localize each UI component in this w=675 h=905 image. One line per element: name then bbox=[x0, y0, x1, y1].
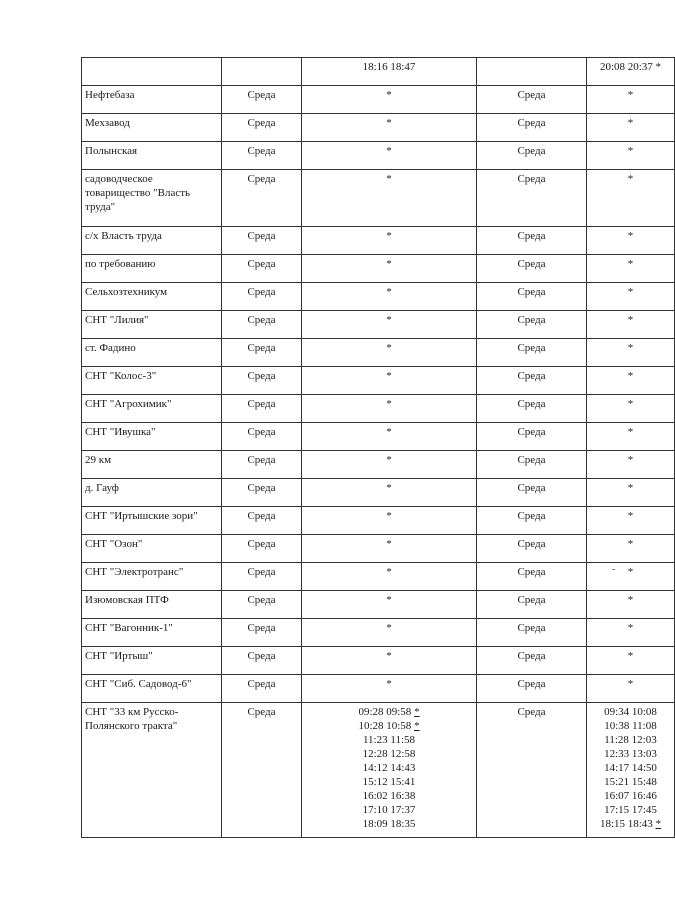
day-cell: Среда bbox=[222, 283, 302, 311]
day-cell: Среда bbox=[477, 255, 587, 283]
time-line bbox=[590, 761, 671, 775]
table-row bbox=[82, 142, 675, 170]
time-cell: * bbox=[302, 535, 477, 563]
time-cell: * bbox=[587, 311, 675, 339]
header-cell-stop bbox=[82, 58, 222, 86]
day-cell: Среда bbox=[222, 339, 302, 367]
time-cell: * bbox=[587, 86, 675, 114]
time-cell: * bbox=[587, 114, 675, 142]
time-cell: * bbox=[587, 367, 675, 395]
time-cell: * bbox=[302, 311, 477, 339]
time-cell: * bbox=[587, 591, 675, 619]
table-row-last bbox=[82, 703, 675, 838]
table-row bbox=[82, 563, 675, 591]
day-cell: Среда bbox=[222, 170, 302, 227]
table-row bbox=[82, 619, 675, 647]
time-list-cell bbox=[302, 703, 477, 838]
header-cell-day1 bbox=[222, 58, 302, 86]
time-value: 12:33 13:03 bbox=[604, 748, 657, 760]
time-value: 17:15 17:45 bbox=[604, 804, 657, 816]
time-line bbox=[305, 747, 473, 761]
stop-name-cell: Нефтебаза bbox=[82, 86, 222, 114]
time-value: 18:09 18:35 bbox=[362, 818, 416, 830]
time-line bbox=[305, 775, 473, 789]
day-cell: Среда bbox=[477, 283, 587, 311]
table-row bbox=[82, 507, 675, 535]
time-value: 12:28 12:58 bbox=[362, 748, 416, 760]
day-cell: Среда bbox=[477, 507, 587, 535]
time-line bbox=[590, 747, 671, 761]
day-cell: Среда bbox=[222, 142, 302, 170]
time-line bbox=[590, 733, 671, 747]
stop-name-cell: СНТ "Иртыш" bbox=[82, 647, 222, 675]
table-row bbox=[82, 367, 675, 395]
time-value: 11:28 12:03 bbox=[604, 734, 657, 746]
time-cell: * bbox=[587, 507, 675, 535]
time-value: 17:10 17:37 bbox=[362, 804, 416, 816]
table-row bbox=[82, 423, 675, 451]
stop-name-cell: СНТ "Сиб. Садовод-6" bbox=[82, 675, 222, 703]
day-cell: Среда bbox=[222, 395, 302, 423]
stop-name-cell: д. Гауф bbox=[82, 479, 222, 507]
stop-name-cell: Изюмовская ПТФ bbox=[82, 591, 222, 619]
table-row bbox=[82, 591, 675, 619]
time-cell: * bbox=[587, 339, 675, 367]
time-cell: * bbox=[587, 647, 675, 675]
time-cell: * bbox=[302, 114, 477, 142]
time-line bbox=[305, 761, 473, 775]
time-value: 15:12 15:41 bbox=[362, 776, 416, 788]
table-row bbox=[82, 311, 675, 339]
schedule-table-body bbox=[82, 58, 675, 838]
day-cell: Среда bbox=[222, 451, 302, 479]
day-cell: Среда bbox=[477, 535, 587, 563]
stop-name-cell: СНТ "Озон" bbox=[82, 535, 222, 563]
time-line bbox=[305, 719, 473, 733]
time-cell: * bbox=[587, 563, 675, 591]
stop-name-cell: Полынская bbox=[82, 142, 222, 170]
day-cell: Среда bbox=[477, 423, 587, 451]
time-line bbox=[590, 817, 671, 831]
header-cell-day2 bbox=[477, 58, 587, 86]
day-cell: Среда bbox=[477, 675, 587, 703]
day-cell: Среда bbox=[222, 114, 302, 142]
day-cell: Среда bbox=[477, 367, 587, 395]
table-row bbox=[82, 339, 675, 367]
table-row bbox=[82, 255, 675, 283]
time-cell: * bbox=[302, 451, 477, 479]
time-value: 14:17 14:50 bbox=[604, 762, 657, 774]
time-value: 18:15 18:43 bbox=[599, 818, 653, 830]
time-value: 10:38 11:08 bbox=[604, 720, 657, 732]
day-cell: Среда bbox=[477, 142, 587, 170]
time-value: 11:23 11:58 bbox=[362, 734, 416, 746]
time-line bbox=[590, 705, 671, 719]
table-row bbox=[82, 227, 675, 255]
header-cell-time1: 18:16 18:47 bbox=[302, 58, 477, 86]
stop-name-cell: садоводческое товарищество "Власть труда" bbox=[82, 170, 222, 227]
asterisk-mark: * bbox=[414, 720, 420, 732]
time-cell: * bbox=[302, 479, 477, 507]
table-row bbox=[82, 114, 675, 142]
time-cell: * bbox=[302, 367, 477, 395]
day-cell: Среда bbox=[477, 339, 587, 367]
stop-name-cell: СНТ "Колос-3" bbox=[82, 367, 222, 395]
time-cell: * bbox=[587, 479, 675, 507]
table-row bbox=[82, 451, 675, 479]
time-cell: * bbox=[587, 535, 675, 563]
time-cell: * bbox=[302, 423, 477, 451]
day-cell: Среда bbox=[477, 170, 587, 227]
day-cell: Среда bbox=[222, 479, 302, 507]
time-line bbox=[590, 789, 671, 803]
time-cell: * bbox=[587, 255, 675, 283]
time-line bbox=[590, 719, 671, 733]
stop-name-cell: СНТ "Вагонник-1" bbox=[82, 619, 222, 647]
time-value: 10:28 10:58 bbox=[358, 720, 412, 732]
time-value: 09:34 10:08 bbox=[604, 706, 657, 718]
time-cell: * bbox=[302, 675, 477, 703]
stop-name-cell: по требованию bbox=[82, 255, 222, 283]
stop-name-cell: СНТ "Электротранс" bbox=[82, 563, 222, 591]
time-line bbox=[305, 705, 473, 719]
time-cell: * bbox=[587, 395, 675, 423]
stop-name-cell: СНТ "33 км Русско-Полянского тракта" bbox=[82, 703, 222, 838]
day-cell: Среда bbox=[222, 591, 302, 619]
day-cell: Среда bbox=[477, 703, 587, 838]
header-cell-time2: 20:08 20:37 * bbox=[587, 58, 675, 86]
time-value: 14:12 14:43 bbox=[362, 762, 416, 774]
day-cell: Среда bbox=[222, 703, 302, 838]
day-cell: Среда bbox=[222, 619, 302, 647]
time-value: 09:28 09:58 bbox=[358, 706, 412, 718]
day-cell: Среда bbox=[222, 423, 302, 451]
time-line bbox=[305, 789, 473, 803]
time-cell: * bbox=[302, 395, 477, 423]
time-line bbox=[590, 803, 671, 817]
asterisk-mark: * bbox=[655, 818, 662, 830]
day-cell: Среда bbox=[477, 591, 587, 619]
day-cell: Среда bbox=[477, 479, 587, 507]
day-cell: Среда bbox=[477, 647, 587, 675]
day-cell: Среда bbox=[222, 227, 302, 255]
table-row bbox=[82, 535, 675, 563]
asterisk-mark: * bbox=[414, 706, 420, 718]
stop-name-cell: с/х Власть труда bbox=[82, 227, 222, 255]
table-row bbox=[82, 647, 675, 675]
day-cell: Среда bbox=[477, 227, 587, 255]
time-cell: * bbox=[587, 675, 675, 703]
day-cell: Среда bbox=[222, 507, 302, 535]
table-row bbox=[82, 675, 675, 703]
time-line bbox=[590, 775, 671, 789]
time-cell: * bbox=[587, 170, 675, 227]
stop-name-cell: Сельхозтехникум bbox=[82, 283, 222, 311]
stop-name-cell: Мехзавод bbox=[82, 114, 222, 142]
day-cell: Среда bbox=[222, 86, 302, 114]
stop-name-cell: ст. Фадино bbox=[82, 339, 222, 367]
time-value: 16:07 16:46 bbox=[604, 790, 657, 802]
time-cell: * bbox=[302, 86, 477, 114]
time-cell: * bbox=[302, 339, 477, 367]
table-row bbox=[82, 395, 675, 423]
stop-name-cell: СНТ "Агрохимик" bbox=[82, 395, 222, 423]
time-line bbox=[305, 733, 473, 747]
day-cell: Среда bbox=[222, 647, 302, 675]
stop-name-cell: 29 км bbox=[82, 451, 222, 479]
time-cell: * bbox=[302, 142, 477, 170]
day-cell: Среда bbox=[222, 311, 302, 339]
stop-name-cell: СНТ "Лилия" bbox=[82, 311, 222, 339]
time-cell: * bbox=[302, 647, 477, 675]
time-line bbox=[305, 817, 473, 831]
time-cell: * bbox=[587, 227, 675, 255]
stop-name-cell: СНТ "Иртышские зори" bbox=[82, 507, 222, 535]
day-cell: Среда bbox=[222, 255, 302, 283]
time-cell: * bbox=[302, 507, 477, 535]
day-cell: Среда bbox=[477, 451, 587, 479]
time-cell: * bbox=[587, 423, 675, 451]
time-cell: * bbox=[302, 170, 477, 227]
day-cell: Среда bbox=[477, 311, 587, 339]
time-cell: * bbox=[302, 283, 477, 311]
table-row bbox=[82, 86, 675, 114]
table-row bbox=[82, 283, 675, 311]
time-value: 15:21 15:48 bbox=[604, 776, 657, 788]
header-row bbox=[82, 58, 675, 86]
time-cell: * bbox=[587, 619, 675, 647]
time-line bbox=[305, 803, 473, 817]
day-cell: Среда bbox=[477, 619, 587, 647]
day-cell: Среда bbox=[477, 563, 587, 591]
schedule-table bbox=[81, 57, 675, 838]
table-row bbox=[82, 170, 675, 227]
time-cell: * bbox=[302, 255, 477, 283]
time-cell: * bbox=[302, 619, 477, 647]
day-cell: Среда bbox=[477, 114, 587, 142]
time-cell: * bbox=[302, 563, 477, 591]
table-row bbox=[82, 479, 675, 507]
time-cell: * bbox=[302, 591, 477, 619]
day-cell: Среда bbox=[222, 367, 302, 395]
stop-name-cell: СНТ "Ивушка" bbox=[82, 423, 222, 451]
time-value: 16:02 16:38 bbox=[362, 790, 416, 802]
day-cell: Среда bbox=[222, 675, 302, 703]
margin-mark: - bbox=[612, 564, 616, 575]
day-cell: Среда bbox=[222, 535, 302, 563]
time-list-cell bbox=[587, 703, 675, 838]
day-cell: Среда bbox=[222, 563, 302, 591]
time-cell: * bbox=[587, 142, 675, 170]
time-cell: * bbox=[587, 283, 675, 311]
schedule-sheet bbox=[81, 57, 662, 838]
time-cell: * bbox=[302, 227, 477, 255]
time-cell: * bbox=[587, 451, 675, 479]
day-cell: Среда bbox=[477, 395, 587, 423]
day-cell: Среда bbox=[477, 86, 587, 114]
